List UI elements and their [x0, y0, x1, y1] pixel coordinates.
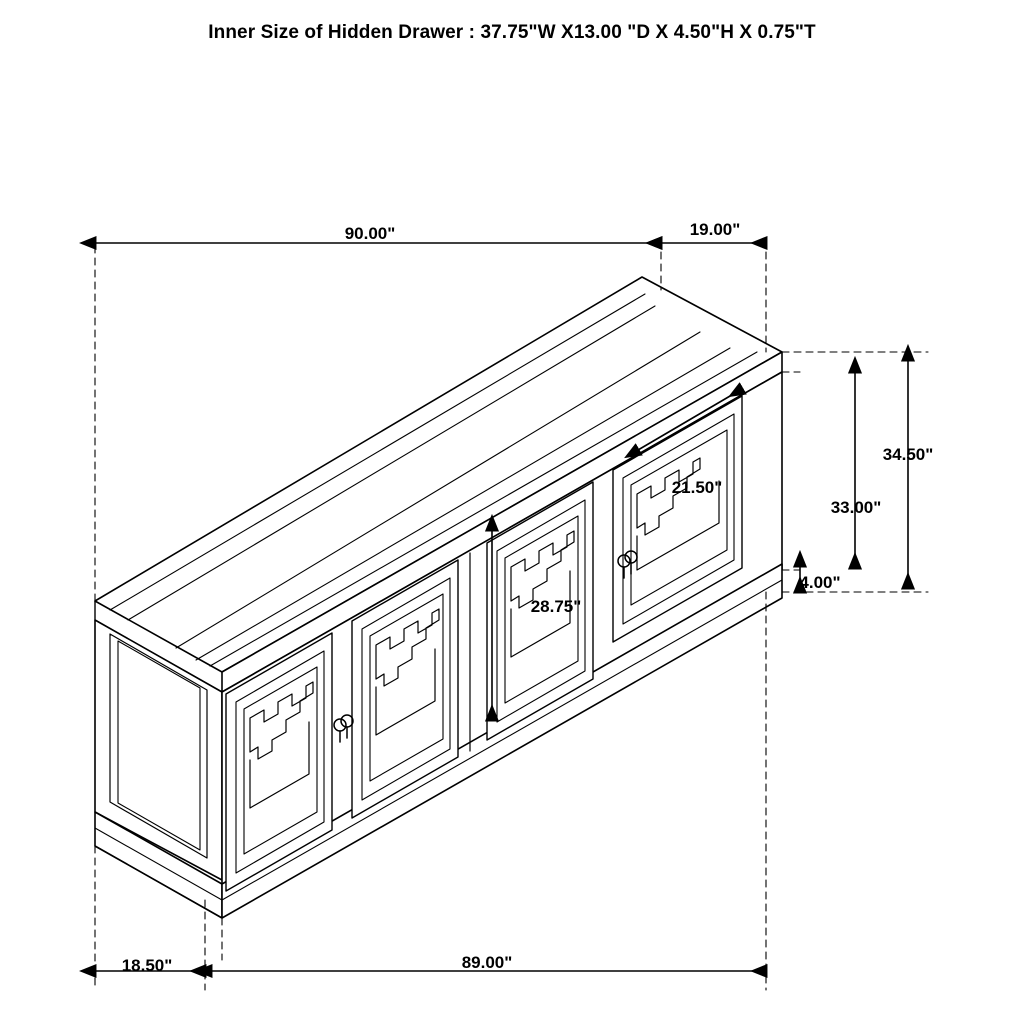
dimension-label-side-depth: 18.50": [121, 956, 173, 975]
dimension-label-total-height: 34.50": [882, 445, 934, 464]
dimension-label-cabinet-height: 33.00": [830, 498, 882, 517]
dimension-label-width-top: 90.00": [344, 224, 396, 243]
dimension-label-depth-top: 19.00": [689, 220, 741, 239]
dimension-label-base-height: 4.00": [799, 573, 841, 592]
dimension-label-base-width: 89.00": [461, 953, 513, 972]
dimension-label-door-height-mid: 28.75": [530, 597, 582, 616]
page-title: Inner Size of Hidden Drawer : 37.75"W X13.00 "D X 4.50"H X 0.75"T: [208, 22, 816, 43]
dimension-label-door-height-right: 21.50": [671, 478, 723, 497]
